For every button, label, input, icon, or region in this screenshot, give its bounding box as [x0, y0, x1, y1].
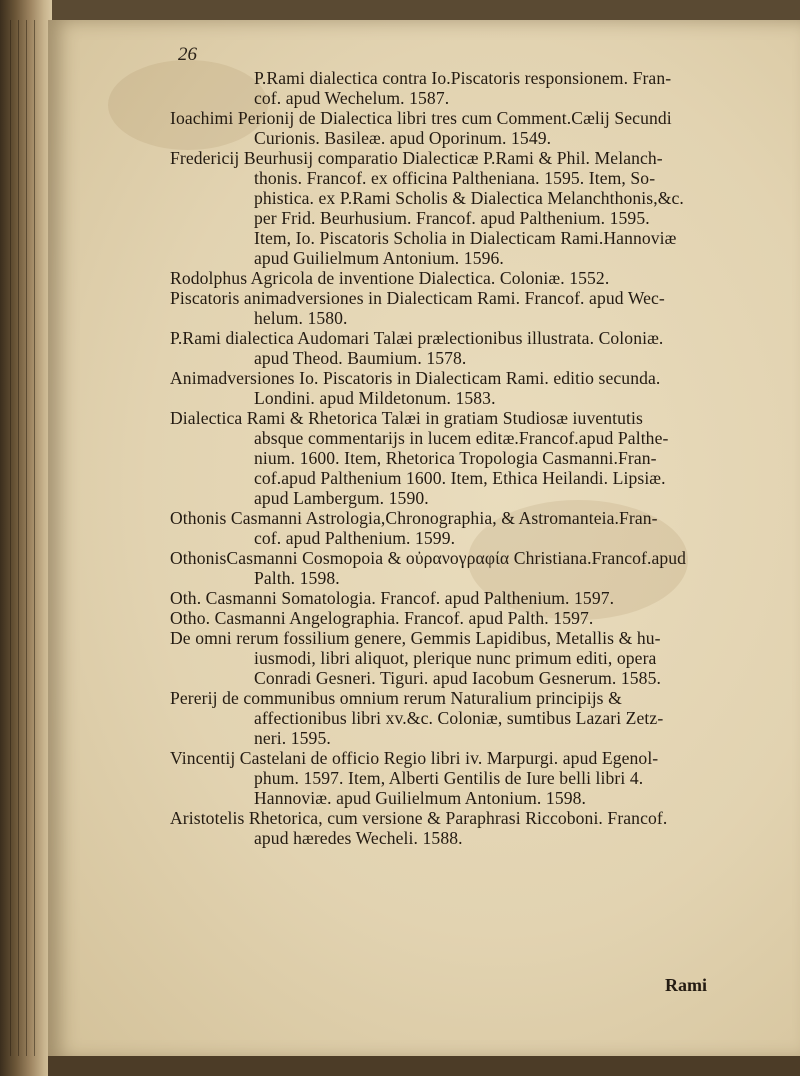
- bibliography-entry: [170, 608, 740, 628]
- entry-line: apud Theod. Baumium. 1578.: [254, 348, 467, 368]
- bibliography-entry: [170, 548, 740, 588]
- page-edge: [18, 20, 19, 1056]
- entry-line: apud Lambergum. 1590.: [254, 488, 429, 508]
- bibliography-entry: [170, 508, 740, 548]
- page-shadow: [48, 1056, 800, 1076]
- entry-line: cof.apud Palthenium 1600. Item, Ethica Heilandi. Lipsiæ.: [254, 468, 666, 488]
- bibliography-entry: [170, 148, 740, 268]
- entry-line: neri. 1595.: [254, 728, 331, 748]
- entry-line: Pererij de communibus omnium rerum Naturalium principijs &: [170, 688, 622, 708]
- entry-line: Hannoviæ. apud Guilielmum Antonium. 1598.: [254, 788, 587, 808]
- entry-line: Londini. apud Mildetonum. 1583.: [254, 388, 496, 408]
- bibliography-entry: [170, 108, 740, 148]
- entry-line: phistica. ex P.Rami Scholis & Dialectica Melanchthonis,&c.: [254, 188, 684, 208]
- entry-line: absque commentarijs in lucem editæ.Francof.apud Palthe-: [254, 428, 669, 448]
- catchword: Rami: [665, 975, 707, 995]
- bibliography-entry: [170, 368, 740, 408]
- entry-line: De omni rerum fossilium genere, Gemmis Lapidibus, Metallis & hu-: [170, 628, 661, 648]
- entry-line: per Frid. Beurhusium. Francof. apud Palthenium. 1595.: [254, 208, 650, 228]
- book-binding: [0, 0, 52, 1076]
- entry-line: P.Rami dialectica contra Io.Piscatoris responsionem. Fran-: [254, 68, 672, 88]
- entry-line: Item, Io. Piscatoris Scholia in Dialecticam Rami.Hannoviæ: [254, 228, 677, 248]
- entry-line: Conradi Gesneri. Tiguri. apud Iacobum Gesnerum. 1585.: [254, 668, 661, 688]
- entry-line: thonis. Francof. ex officina Paltheniana. 1595. Item, So-: [254, 168, 656, 188]
- entry-line: phum. 1597. Item, Alberti Gentilis de Iure belli libri 4.: [254, 768, 644, 788]
- entry-line: Fredericij Beurhusij comparatio Dialecticæ P.Rami & Phil. Melanch-: [170, 148, 663, 168]
- bibliography-entry: [170, 68, 740, 108]
- bibliography-entry: [170, 588, 740, 608]
- entry-line: cof. apud Wechelum. 1587.: [254, 88, 450, 108]
- entry-line: Piscatoris animadversiones in Dialecticam Rami. Francof. apud Wec-: [170, 288, 665, 308]
- entry-line: Dialectica Rami & Rhetorica Talæi in gratiam Studiosæ iuventutis: [170, 408, 643, 428]
- bibliography-entry: [170, 688, 740, 748]
- entry-line: Aristotelis Rhetorica, cum versione & Paraphrasi Riccoboni. Francof.: [170, 808, 668, 828]
- entry-line: Animadversiones Io. Piscatoris in Dialecticam Rami. editio secunda.: [170, 368, 661, 388]
- entry-line: Otho. Casmanni Angelographia. Francof. apud Palth. 1597.: [170, 608, 594, 628]
- page-number: 26: [178, 44, 197, 65]
- entry-line: P.Rami dialectica Audomari Talæi prælectionibus illustrata. Coloniæ.: [170, 328, 664, 348]
- page-edge: [34, 20, 35, 1056]
- bibliography-entry: [170, 268, 740, 288]
- entry-line: cof. apud Palthenium. 1599.: [254, 528, 456, 548]
- bibliography-entry: [170, 288, 740, 328]
- entry-line: nium. 1600. Item, Rhetorica Tropologia Casmanni.Fran-: [254, 448, 657, 468]
- entry-line: Palth. 1598.: [254, 568, 340, 588]
- entry-line: Oth. Casmanni Somatologia. Francof. apud Palthenium. 1597.: [170, 588, 615, 608]
- entry-line: Curionis. Basileæ. apud Oporinum. 1549.: [254, 128, 552, 148]
- page-edge: [26, 20, 27, 1056]
- entry-line: apud Guilielmum Antonium. 1596.: [254, 248, 504, 268]
- entry-line: Ioachimi Perionij de Dialectica libri tres cum Comment.Cælij Secundi: [170, 108, 672, 128]
- bibliography-entry: [170, 808, 740, 848]
- page-edge: [10, 20, 11, 1056]
- entry-line: Vincentij Castelani de officio Regio libri iv. Marpurgi. apud Egenol-: [170, 748, 659, 768]
- entry-line: OthonisCasmanni Cosmopoia & οὐρανογραφία Christiana.Francof.apud: [170, 548, 687, 568]
- bibliography-entry: [170, 408, 740, 508]
- bibliography-entry: [170, 328, 740, 368]
- entry-line: apud hæredes Wecheli. 1588.: [254, 828, 463, 848]
- bibliography-entry: [170, 628, 740, 688]
- bibliography-list: [170, 68, 740, 848]
- entry-line: helum. 1580.: [254, 308, 348, 328]
- entry-line: Othonis Casmanni Astrologia,Chronographia, & Astromanteia.Fran-: [170, 508, 658, 528]
- bibliography-entry: [170, 748, 740, 808]
- entry-line: iusmodi, libri aliquot, plerique nunc primum editi, opera: [254, 648, 657, 668]
- entry-line: Rodolphus Agricola de inventione Dialectica. Coloniæ. 1552.: [170, 268, 610, 288]
- entry-line: affectionibus libri xv.&c. Coloniæ, sumtibus Lazari Zetz-: [254, 708, 664, 728]
